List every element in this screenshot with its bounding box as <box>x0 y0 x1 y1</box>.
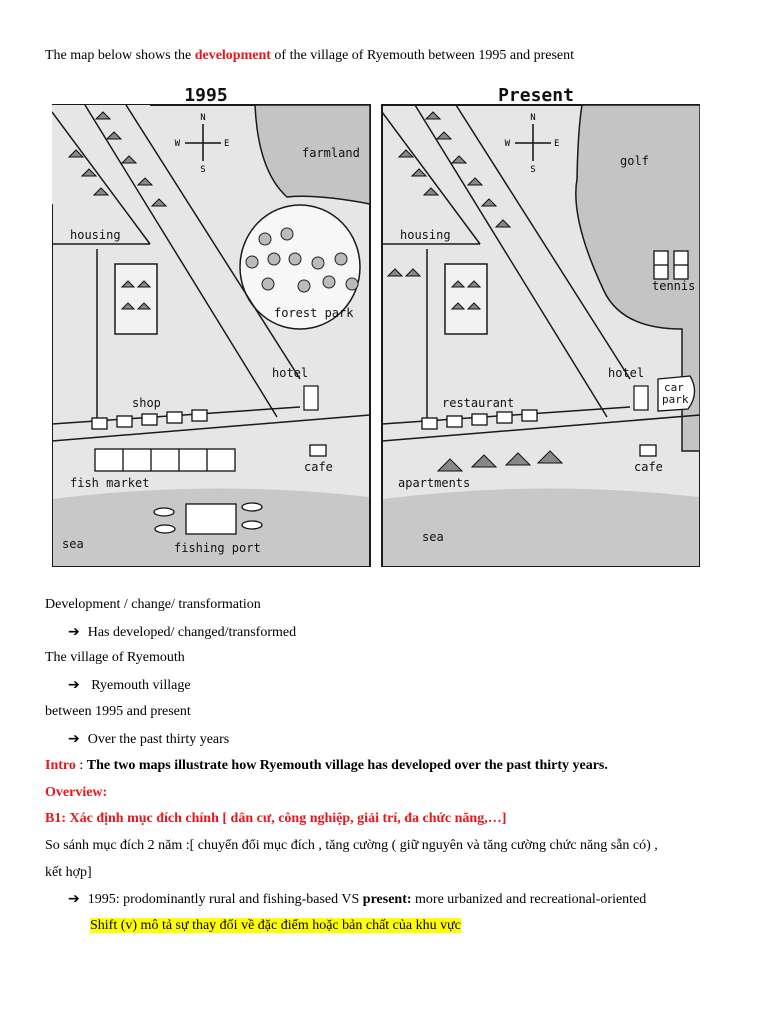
fishing-port-label: fishing port <box>174 541 261 555</box>
svg-text:E: E <box>554 139 560 149</box>
housing-label-present: housing <box>400 228 451 242</box>
restaurant-label: restaurant <box>442 396 515 410</box>
svg-text:N: N <box>530 113 536 123</box>
shift-note: Shift (v) mô tả sự thay đổi về đặc điểm hoặc bản chất của khu vực <box>90 918 461 933</box>
b1-heading: B1: Xác định mục đích chính [ dân cư, công nghiệp, giải trí, đa chức năng,…] <box>45 811 507 826</box>
intro-line <box>45 757 608 775</box>
map-present-title: Present <box>498 85 574 106</box>
arrow-right-icon: ➔ <box>68 891 80 907</box>
housing-label-1995: housing <box>70 228 121 242</box>
contrast-prefix: 1995: prodominantly rural and fishing-based VS <box>87 892 363 907</box>
svg-text:S: S <box>200 165 206 175</box>
svg-text:W: W <box>504 139 510 149</box>
golf-label: golf <box>620 154 649 168</box>
hotel-building-1995 <box>304 386 318 410</box>
arrow-right-icon: ➔ <box>68 677 80 693</box>
cafe-label-present: cafe <box>634 460 663 474</box>
hotel-label-1995: hotel <box>272 366 309 380</box>
cafe-label-1995: cafe <box>304 460 333 474</box>
hotel-label-present: hotel <box>608 366 645 380</box>
sea-area-present <box>383 488 699 566</box>
intro-sentence <box>45 47 574 65</box>
car-label: car <box>664 381 684 394</box>
title-suffix: of the village of Ryemouth between 1995 and present <box>270 48 574 63</box>
shift-note-line <box>90 917 461 935</box>
svg-text:W: W <box>174 139 180 149</box>
arrow-right-icon: ➔ <box>68 624 80 640</box>
svg-text:E: E <box>224 139 230 149</box>
note-line-4: ➔ Ryemouth village <box>68 677 191 693</box>
tennis-label: tennis <box>652 279 696 293</box>
compare-line-1: So sánh mục đích 2 năm :[ chuyển đổi mục đích , tăng cường ( giữ nguyên và tăng cường chức năng sẵn có) , <box>45 838 658 853</box>
park-label: park <box>662 393 689 406</box>
svg-text:S: S <box>530 165 536 175</box>
intro-text: The two maps illustrate how Ryemouth village has developed over the past thirty years. <box>86 758 608 773</box>
housing-block-1995 <box>115 264 157 334</box>
sea-label-present: sea <box>422 530 444 544</box>
note-line-3: The village of Ryemouth <box>45 650 185 665</box>
overview-heading: Overview: <box>45 785 108 800</box>
title-keyword: development <box>194 48 271 63</box>
cafe-building-1995 <box>310 445 326 456</box>
map-present <box>382 85 700 567</box>
map-1995-title: 1995 <box>184 85 228 106</box>
sea-label-1995: sea <box>62 537 84 551</box>
ryemouth-maps-figure <box>52 79 700 567</box>
intro-label: Intro <box>45 758 76 773</box>
map-1995 <box>52 85 370 567</box>
note-line-5: between 1995 and present <box>45 704 191 719</box>
svg-text:N: N <box>200 113 206 123</box>
title-prefix: The map below shows the <box>45 48 195 63</box>
apartments-label: apartments <box>398 476 471 490</box>
shop-label: shop <box>132 396 161 410</box>
arrow-right-icon: ➔ <box>68 731 80 747</box>
note-line-6: ➔ Over the past thirty years <box>68 731 230 747</box>
note-line-2: ➔ Has developed/ changed/transformed <box>68 624 297 640</box>
farmland-label: farmland <box>302 146 360 160</box>
forest-park-label: forest park <box>274 306 354 320</box>
fish-market-label: fish market <box>70 476 150 490</box>
fish-market-building <box>95 449 235 471</box>
contrast-line <box>68 890 646 909</box>
contrast-suffix: more urbanized and recreational-oriented <box>411 892 647 907</box>
compare-line-2: kết hợp] <box>45 865 92 880</box>
intro-colon: : <box>75 758 87 773</box>
contrast-bold: present: <box>362 892 412 907</box>
note-line-1: Development / change/ transformation <box>45 597 261 612</box>
